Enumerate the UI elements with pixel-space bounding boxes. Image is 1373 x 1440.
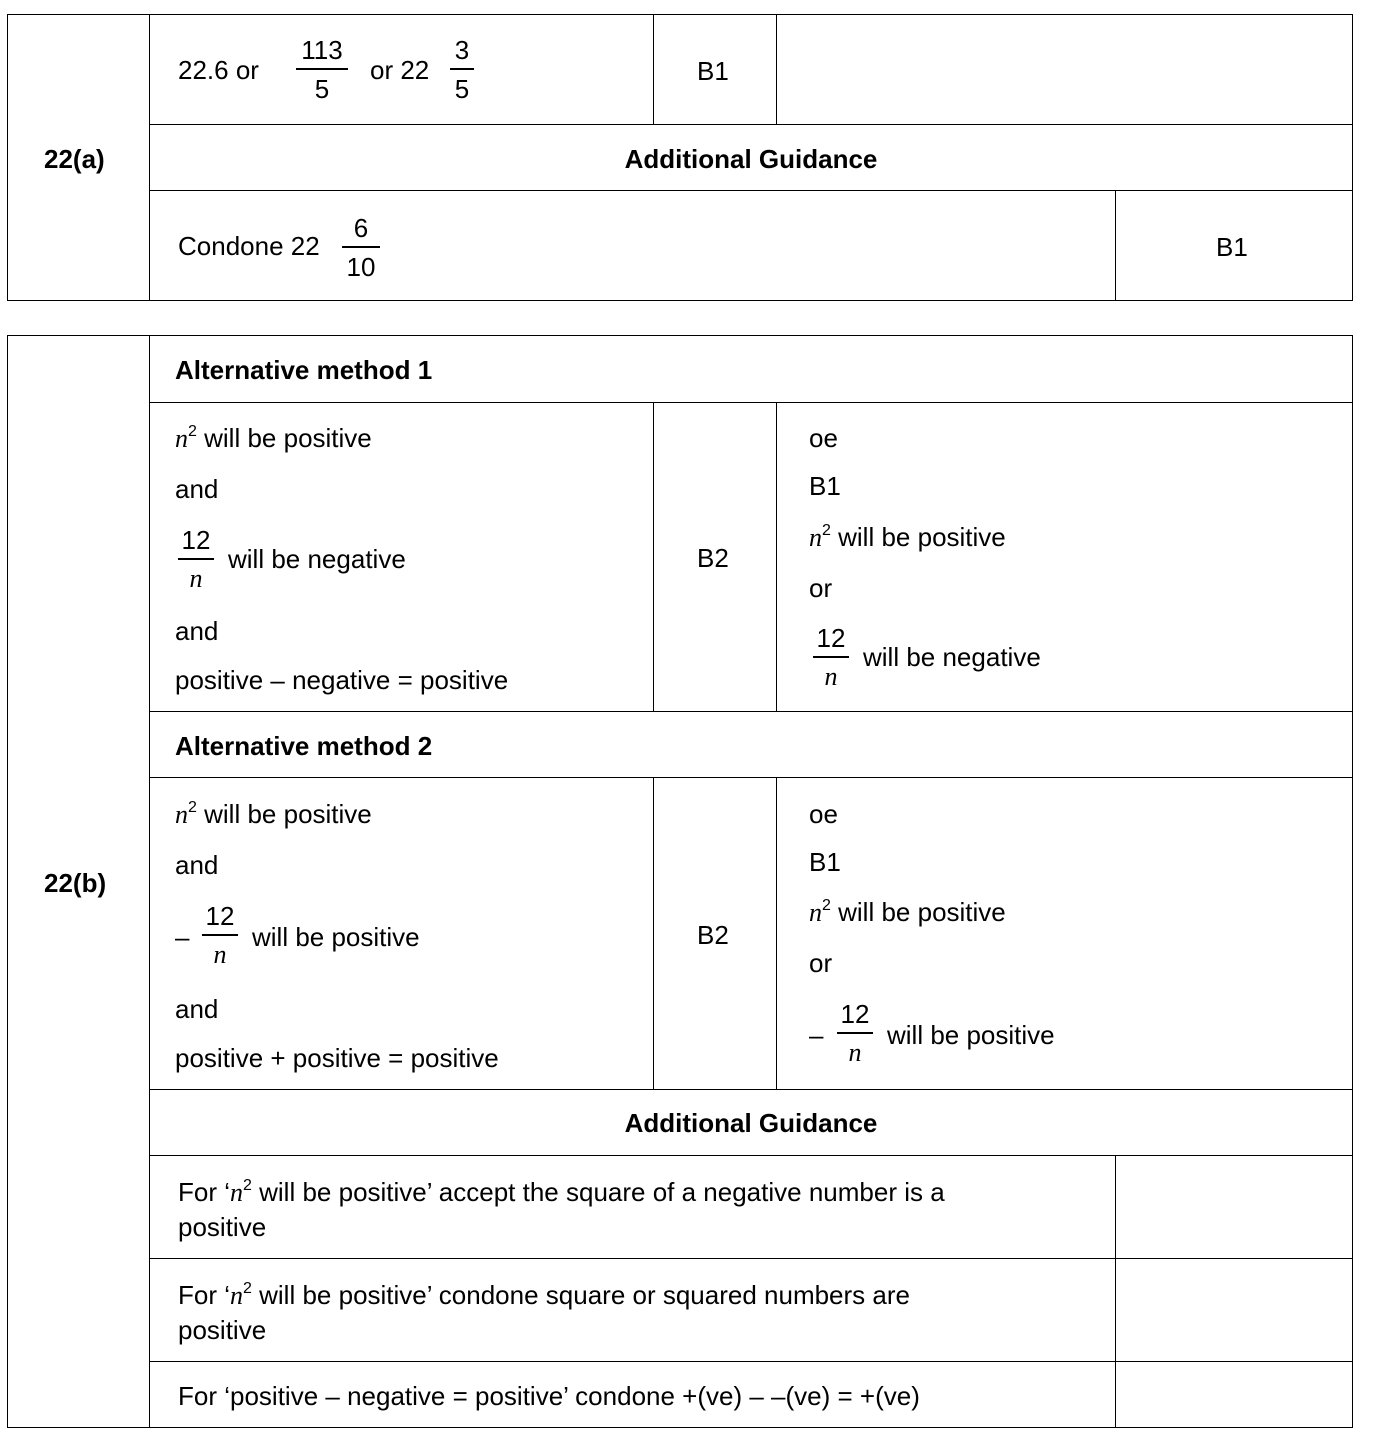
rule [149,1258,1353,1259]
guidance-text: For ‘ [178,1177,230,1207]
guidance-line: For ‘positive – negative = positive’ condone +(ve) – –(ve) = +(ve) [178,1381,920,1411]
fraction-bar [296,68,348,70]
fraction-numerator: 6 [353,213,369,243]
rule [776,777,777,1090]
guidance-line [178,1179,945,1206]
rule [653,777,654,1090]
fraction-denominator: n [824,662,838,691]
working-line: and [175,850,219,880]
rule [776,14,777,125]
working-line: positive – negative = positive [175,665,509,695]
fraction-bar [450,68,474,70]
fraction-numerator: 113 [301,35,343,65]
comment-line: or [809,573,833,603]
comment-line: will be positive [887,1020,1055,1050]
rule [149,335,150,1428]
comment-line [809,524,1006,551]
fraction-bar [837,1032,873,1034]
rule [7,14,8,301]
working-line [175,425,372,452]
guidance-text: Condone 22 [178,231,320,261]
fraction-denominator: 5 [314,74,330,104]
rule [149,1089,1353,1090]
comment-line: oe [809,423,838,453]
rule [7,335,8,1428]
minus-sign: – [175,922,190,952]
guidance-mark: B1 [1216,232,1248,262]
mark: B1 [697,56,729,86]
alt-method-heading: Alternative method 1 [175,355,433,385]
rule [653,14,654,125]
rule [1115,1155,1116,1428]
guidance-text: will be positive’ condone square or squared numbers are [251,1280,910,1310]
minus-sign: – [809,1020,824,1050]
guidance-text: will be positive’ accept the square of a negative number is a [251,1177,945,1207]
rule [1115,190,1116,301]
variable-n: n [809,523,822,552]
guidance-line: positive [178,1212,267,1242]
exponent: 2 [188,423,197,440]
rule [776,402,777,712]
fraction-numerator: 12 [816,623,846,653]
comment-fraction [837,1001,873,1066]
rule [149,402,1353,403]
question-label: 22(a) [44,144,105,174]
rule [7,300,1353,301]
guidance-line [178,1282,910,1309]
rule [149,124,1353,125]
working-line: and [175,474,219,504]
fraction-bar [202,934,238,936]
fraction-denominator: n [848,1038,862,1067]
working-line [175,801,372,828]
fraction-denominator: n [189,564,203,593]
rule [149,777,1353,778]
variable-n: n [809,898,822,927]
exponent: 2 [822,522,831,539]
fraction-bar [813,656,849,658]
fraction-denominator: 5 [454,74,470,104]
guidance-text: For ‘ [178,1280,230,1310]
question-label: 22(b) [44,868,107,898]
working-line: will be negative [228,544,406,574]
variable-n: n [230,1178,243,1207]
additional-guidance-heading: Additional Guidance [624,144,878,174]
rule [7,14,1353,15]
rule [149,190,1353,191]
alt-method-heading: Alternative method 2 [175,731,433,761]
comment-fraction [813,625,849,690]
working-text: will be positive [196,423,372,453]
fraction-denominator: n [213,940,227,969]
fraction-bar [342,246,380,248]
guidance-line: positive [178,1315,267,1345]
guidance-fraction [342,215,380,280]
exponent: 2 [822,897,831,914]
working-line: positive + positive = positive [175,1043,499,1073]
variable-n: n [175,800,188,829]
comment-text: will be positive [830,522,1006,552]
rule [149,711,1353,712]
comment-line: B1 [809,471,841,501]
exponent: 2 [188,799,197,816]
working-text: will be positive [196,799,372,829]
rule [149,1155,1353,1156]
comment-text: will be positive [830,897,1006,927]
fraction-numerator: 12 [205,901,235,931]
rule [7,1427,1353,1428]
working-line: and [175,994,219,1024]
variable-n: n [175,424,188,453]
variable-n: n [230,1281,243,1310]
fraction-denominator: 10 [346,252,376,282]
mark: B2 [697,543,729,573]
fraction-numerator: 3 [454,35,470,65]
answer-text: or 22 [370,55,430,85]
fraction-numerator: 12 [840,999,870,1029]
rule [1352,335,1353,1428]
answer-text: 22.6 or [178,55,259,85]
answer-fraction [296,37,348,102]
comment-line: will be negative [863,642,1041,672]
exponent: 2 [243,1177,252,1194]
working-fraction [178,527,214,592]
answer-fraction [450,37,474,102]
working-line: and [175,616,219,646]
working-fraction [202,903,238,968]
additional-guidance-heading: Additional Guidance [624,1108,878,1138]
rule [653,402,654,712]
comment-line: or [809,948,833,978]
fraction-bar [178,558,214,560]
fraction-numerator: 12 [181,525,211,555]
comment-line [809,899,1006,926]
rule [149,1361,1353,1362]
exponent: 2 [243,1280,252,1297]
comment-line: B1 [809,847,841,877]
comment-line: oe [809,799,838,829]
working-line: will be positive [252,922,420,952]
rule [7,335,1353,336]
mark: B2 [697,920,729,950]
